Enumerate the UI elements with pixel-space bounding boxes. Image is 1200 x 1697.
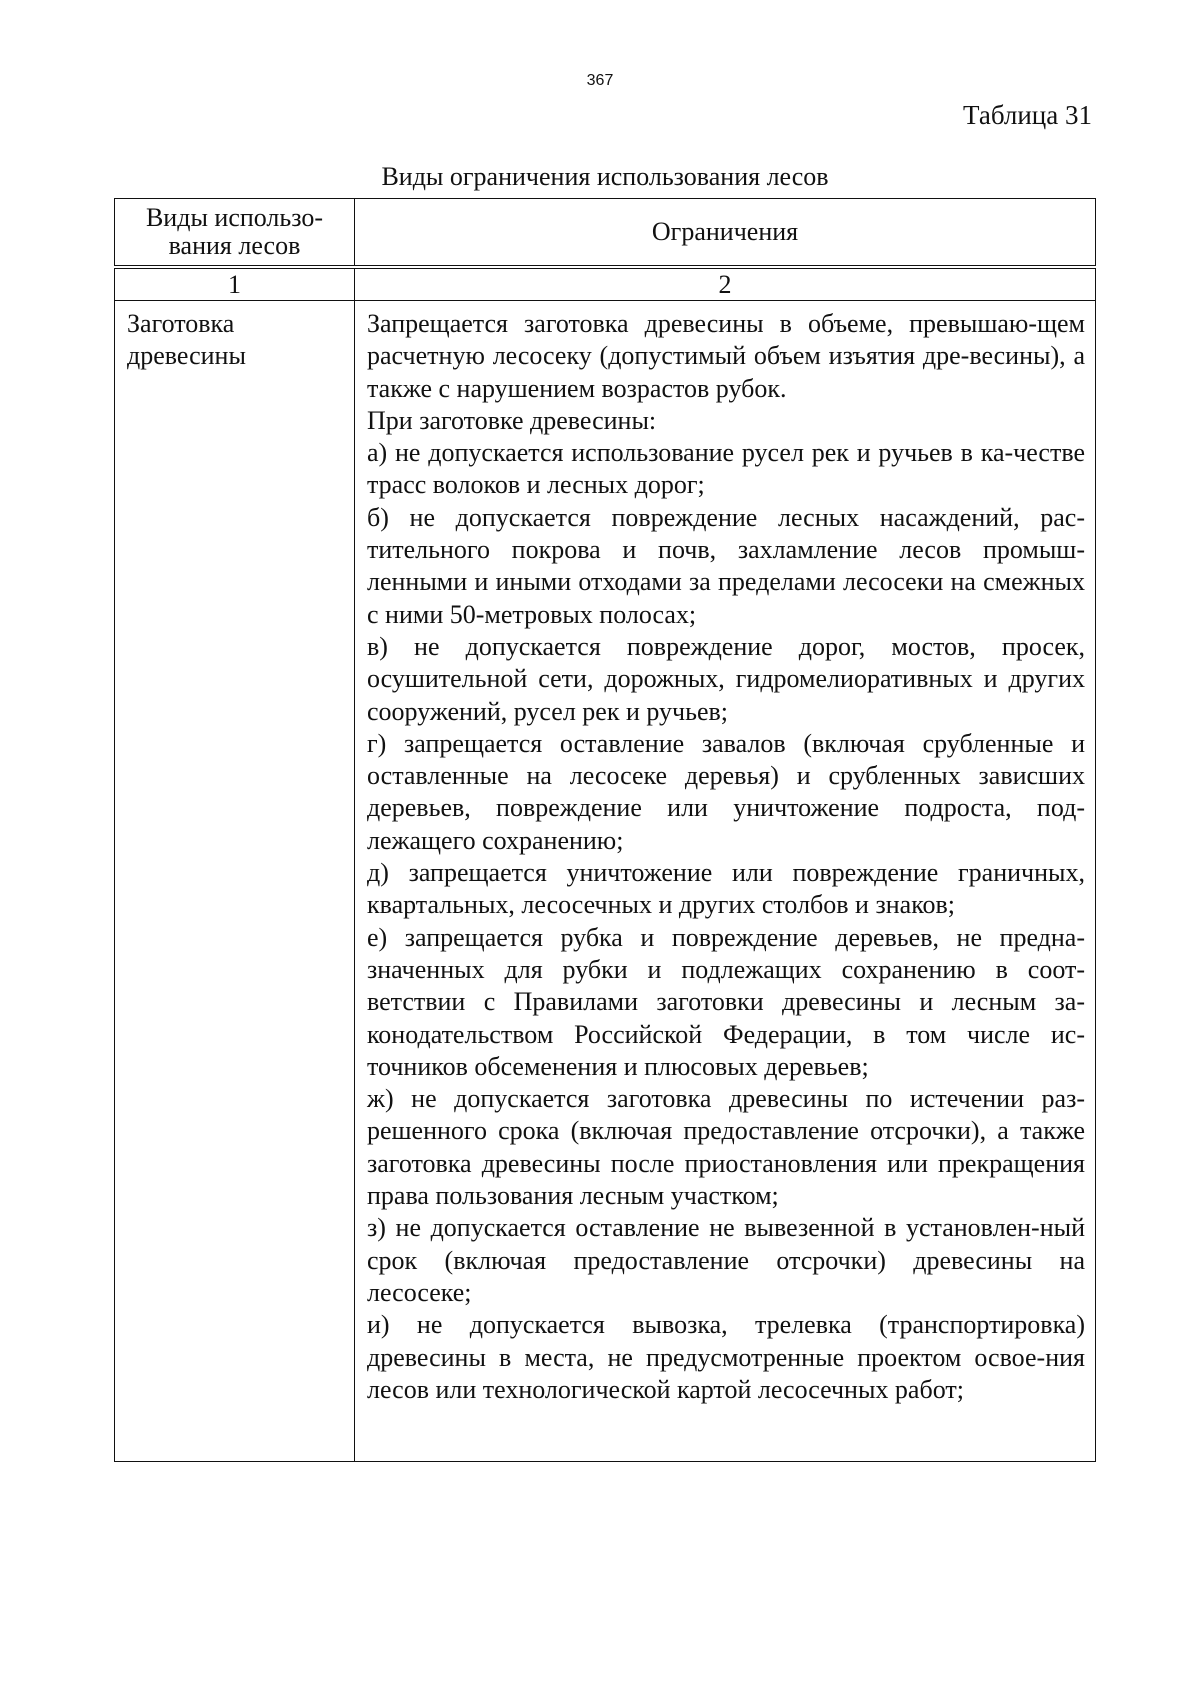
column-number-row [115,267,1096,301]
restriction-paragraph: ж) не допускается заготовка древесины по истечении раз-решенного срока (включая предоставление отсрочки), а также заготовка древесины после приостановления или прекращения права пользования лесным участком; [367,1084,1085,1211]
restriction-paragraph: При заготовке древесины: [367,405,657,435]
restriction-paragraph: б) не допускается повреждение лесных насаждений, рас-тительного покрова и почв, захламление лесов промыш-ленными и иными отходами за пределами лесосеки на смежных с ними 50-метровых полосах; [367,502,1085,629]
restriction-paragraph: а) не допускается использование русел рек и ручьев в ка-честве трасс волоков и лесных дорог; [367,438,1085,500]
table-header-row [115,199,1096,268]
restrictions-cell [355,301,1096,1462]
page-number: 367 [586,72,614,89]
restrictions-table [114,198,1096,1462]
restriction-paragraph: е) запрещается рубка и повреждение деревьев, не предна-значенных для рубки и подлежащих сохранению в соот-ветствии с Правилами заготовки древесины и лесным за-конодательством Российской Федерации, в том числе ис-точников обсеменения и плюсовых деревьев; [367,922,1085,1081]
header-forest-use-types [115,199,355,268]
table-caption: Виды ограничения использования лесов [381,162,829,191]
header-forest-use-types-text: Виды использо- вания лесов [145,203,324,260]
restriction-paragraph: з) не допускается оставление не вывезенной в установлен-ный срок (включая предоставление отсрочки) древесины на лесосеке; [367,1213,1085,1307]
header-restrictions [355,199,1096,268]
restriction-paragraph: Запрещается заготовка древесины в объеме, превышаю-щем расчетную лесосеку (допустимый объем изъятия дре-весины), а также с нарушением возрастов рубок. [367,309,1085,403]
restriction-paragraph: и) не допускается вывозка, трелевка (транспортировка) древесины в места, не предусмотренные проектом освое-ния лесов или технологической картой лесосечных работ; [367,1310,1085,1404]
column-number-2: 2 [355,267,1096,301]
forest-use-kind-cell [115,301,355,1462]
table-label: Таблица 31 [963,100,1092,130]
column-number-1: 1 [115,267,355,301]
table-row [115,301,1096,1462]
forest-use-kind: Заготовка древесины [127,309,246,370]
restriction-paragraph: д) запрещается уничтожение или повреждение граничных, квартальных, лесосечных и других столбов и знаков; [367,858,1085,920]
restriction-paragraph: г) запрещается оставление завалов (включая срубленные и оставленные на лесосеке деревья) и срубленных зависших деревьев, повреждение или уничтожение подроста, под-лежащего сохранению; [367,728,1085,855]
restriction-paragraph: в) не допускается повреждение дорог, мостов, просек, осушительной сети, дорожных, гидромелиоративных и других сооружений, русел рек и ручьев; [367,631,1085,726]
header-restrictions-text: Ограничения [651,217,799,246]
